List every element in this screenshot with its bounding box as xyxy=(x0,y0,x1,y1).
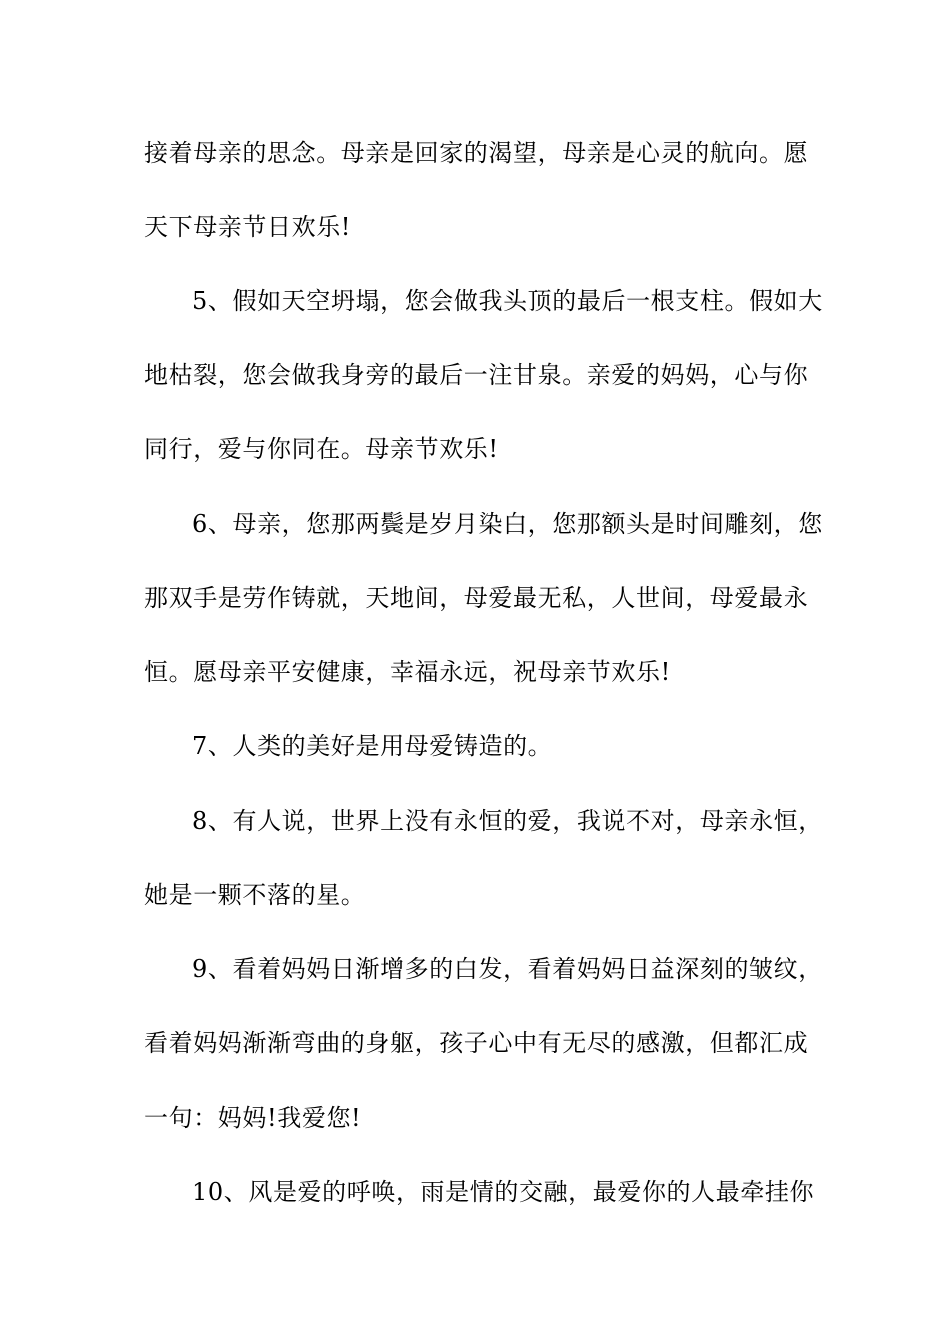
text-line: 看着妈妈渐渐弯曲的身躯，孩子心中有无尽的感激，但都汇成 xyxy=(144,1029,809,1057)
paragraph-6-start: 6、母亲，您那两鬓是岁月染白，您那额头是时间雕刻，您 xyxy=(192,510,823,538)
paragraph-7: 7、人类的美好是用母爱铸造的。 xyxy=(192,732,553,760)
text-line: 那双手是劳作铸就，天地间，母爱最无私，人世间，母爱最永 xyxy=(144,584,809,612)
text-line: 她是一颗不落的星。 xyxy=(144,881,366,909)
text-line: 恒。愿母亲平安健康，幸福永远，祝母亲节欢乐! xyxy=(144,658,671,686)
paragraph-8-start: 8、有人说，世界上没有永恒的爱，我说不对，母亲永恒， xyxy=(192,807,823,835)
text-line: 地枯裂，您会做我身旁的最后一注甘泉。亲爱的妈妈，心与你 xyxy=(144,361,809,389)
text-line: 同行，爱与你同在。母亲节欢乐! xyxy=(144,435,499,463)
paragraph-5-start: 5、假如天空坍塌，您会做我头顶的最后一根支柱。假如大 xyxy=(192,287,823,315)
paragraph-10-start: 10、风是爱的呼唤，雨是情的交融，最爱你的人最牵挂你 xyxy=(192,1178,815,1206)
text-line: 天下母亲节日欢乐! xyxy=(144,213,352,241)
text-line: 一句：妈妈!我爱您! xyxy=(144,1104,362,1132)
paragraph-9-start: 9、看着妈妈日渐增多的白发，看着妈妈日益深刻的皱纹， xyxy=(192,955,823,983)
text-line: 接着母亲的思念。母亲是回家的渴望，母亲是心灵的航向。愿 xyxy=(144,139,809,167)
